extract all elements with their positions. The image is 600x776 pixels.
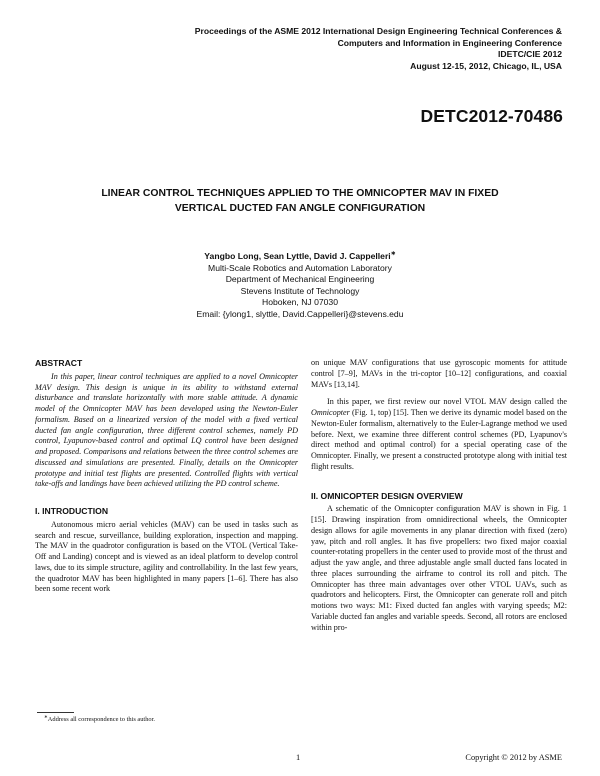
right-column <box>311 358 567 633</box>
copyright-notice: Copyright © 2012 by ASME <box>465 753 562 762</box>
p3-text-b: (Fig. 1, top) [15]. Then we derive its dynamic model based on the Newton-Euler formalism, alternatively to the Euler-Lagrange method we used before. Next, we examine three different control schemes (PD, Lyapunov's direct method and optimal control) for a special operating case of the Omnicopter. Finally, we present a constructed prototype along with initial test flight results. <box>311 408 567 471</box>
page-number: 1 <box>296 753 301 762</box>
correspondence-marker: ∗ <box>390 251 396 258</box>
paper-title <box>40 187 560 216</box>
introduction-paragraph: Autonomous micro aerial vehicles (MAV) can be used in tasks such as search and rescue, surveillance, building exploration, inspection and mapping. The MAV in the quadrotor configuration is based on the VTOL (Vertical Take-Off and Landing) concept and is viewed as an ideal platform to develop control laws, due to its simple structure, agility and controllability. In the last few years, the quadrotor MAV has been highlighted in many papers [1–6]. There has also been some recent work <box>35 519 298 594</box>
affiliation-line: Hoboken, NJ 07030 <box>262 297 338 307</box>
affiliation-line: Stevens Institute of Technology <box>240 285 360 296</box>
abstract-heading: ABSTRACT <box>35 358 83 368</box>
omnicopter-term: Omnicopter <box>311 408 350 417</box>
abstract-text: In this paper, linear control techniques are applied to a novel Omnicopter MAV design. This design is unique in its ability to withstand external disturbance and translate horizontally with more stable attitude. A dynamic model of the Omnicopter MAV has been developed using the Newton-Euler formalism. Based on a linearized version of the model with a fixed vertical ducted fan angle configuration, three different control schemes, namely PD control, Lyapunov-based control and optimal LQ control have been designed and proposed. Comparisons and relations between the three control schemes are discussed and simulations are presented. Finally, details on the Omnicopter prototype and initial test flights are presented. Controlled flights with vertical take-offs and landings have been achieved utilizing the PD control scheme. <box>35 371 298 489</box>
title-line: LINEAR CONTROL TECHNIQUES APPLIED TO THE OMNICOPTER MAV IN FIXED <box>101 188 499 199</box>
header-line: Proceedings of the ASME 2012 International Design Engineering Technical Conferences & <box>194 26 562 36</box>
header-line: Computers and Information in Engineering Conference <box>337 37 562 48</box>
footnote-text: Address all correspondence to this author. <box>47 716 155 723</box>
introduction-heading: I. INTRODUCTION <box>35 506 109 516</box>
author-names <box>40 251 560 263</box>
author-email: Email: {ylong1, slyttle, David.Cappelleri}@stevens.edu <box>196 308 404 319</box>
header-line: IDETC/CIE 2012 <box>498 49 562 60</box>
left-column <box>35 358 298 595</box>
author-names-text: Yangbo Long, Sean Lyttle, David J. Cappelleri <box>204 251 391 261</box>
paper-id: DETC2012-70486 <box>420 106 563 126</box>
affiliation-line: Department of Mechanical Engineering <box>225 274 375 284</box>
introduction-paragraph-continued: on unique MAV configurations that use gyroscopic moments for attitude control [7–9], MAVs in the tri-coptor [10–12] configurations, and coaxial MAVs [13,14]. <box>311 358 567 389</box>
design-overview-paragraph: A schematic of the Omnicopter configuration MAV is shown in Fig. 1 [15]. Drawing inspiration from omnidirectional wheels, the Omnicopter design allows for agile movements in any planar direction with fixed (zero) yaw, pitch and roll angles. It has five propellers: two fixed major coaxial counter-rotating propellers in the center used to provide most of the thrust and adjust the yaw angle, and three adjustable angle small ducted fans located in three places surrounding the airframe to control its roll and pitch. The Omnicopter has three main advantages over other VTOL UAVs, such as quadrotors and helicopters. First, the Omnicopter can generate roll and pitch motions two ways: M1: Fixed ducted fan angles with varying speeds; M2: Variable ducted fan angles and variable speeds. Second, all rotors are enclosed within pro- <box>311 504 567 632</box>
design-overview-heading: II. OMNICOPTER DESIGN OVERVIEW <box>311 490 463 501</box>
affiliation-line: Multi-Scale Robotics and Automation Laboratory <box>208 262 392 273</box>
p3-text-a: In this paper, we first review our novel VTOL MAV design called the <box>327 397 567 407</box>
footnote <box>44 713 155 723</box>
footnote-marker: ∗ <box>44 713 48 719</box>
conference-header <box>195 26 562 72</box>
header-line: August 12-15, 2012, Chicago, IL, USA <box>410 60 562 71</box>
title-line: VERTICAL DUCTED FAN ANGLE CONFIGURATION <box>174 202 426 214</box>
introduction-paragraph-overview <box>311 397 567 472</box>
footnote-divider <box>37 712 74 713</box>
author-block <box>40 251 560 320</box>
